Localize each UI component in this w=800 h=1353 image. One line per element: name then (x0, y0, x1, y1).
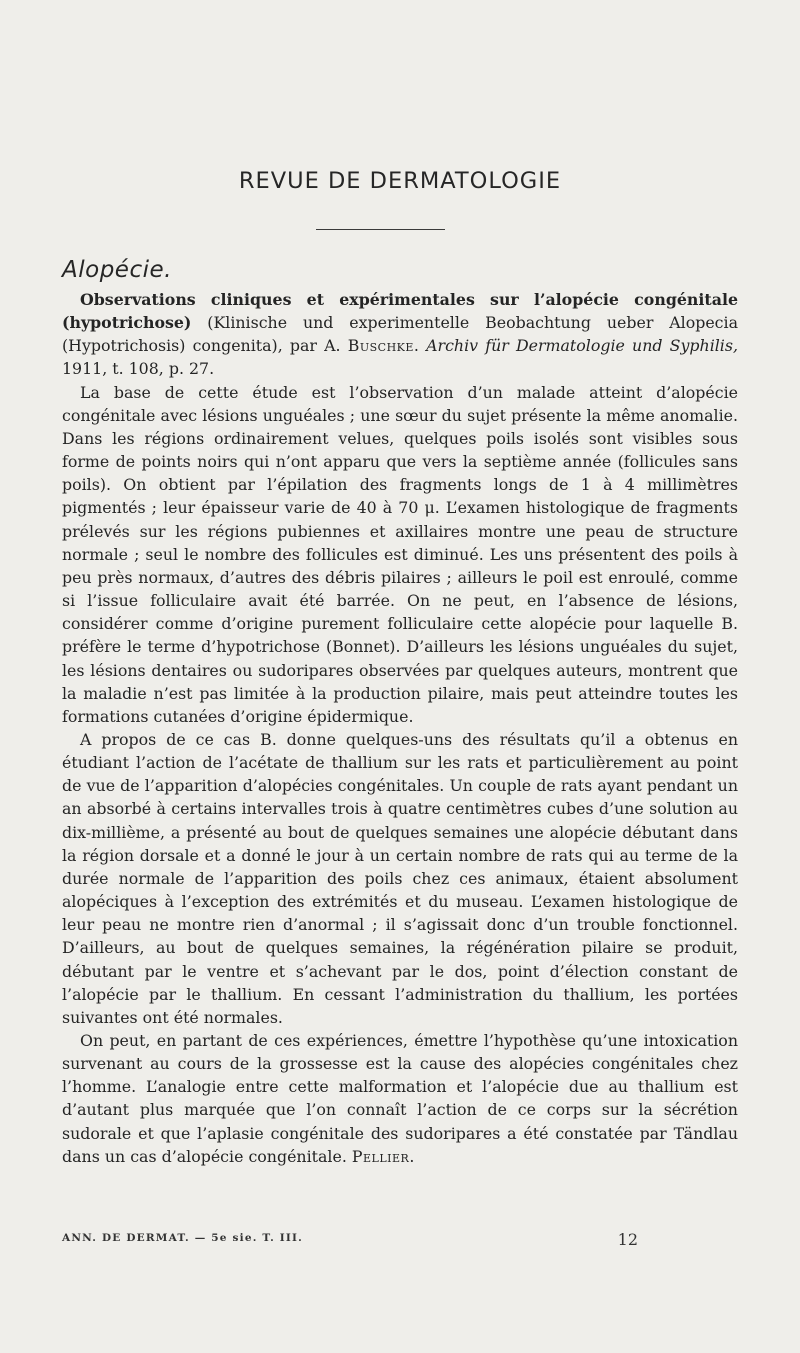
article-journal: Archiv für Dermatologie und Syphilis, (426, 336, 738, 356)
section-heading: Alopécie. (62, 257, 172, 283)
article-header: Observations cliniques et expérimentales sur l’alopécie congénitale (hypotrichose) (Klinische und experimentelle Beobachtung ueber Alopecia (Hypotrichosis) congenita), par A. Buschke. Archiv für Dermatologie und Syphilis, 1911, t. 108, p. 27. (62, 290, 739, 379)
paragraph-1: La base de cette étude est l’observation d’un malade atteint d’alopécie congénitale avec lésions unguéales ; une sœur du sujet présente la même anomalie. Dans les régions ordinairement velues, quelques poils isolés sont visibles sous forme de points noirs qui n’ont apparu que vers la septième année (follicules sans poils). On obtient par l’épilation des fragments longs de 1 à 4 millimètres pigmentés ; leur épaisseur varie de 40 à 70 μ. L’examen histologique de fragments prélevés sur les régions pubiennes et axillaires montre une peau de structure normale ; seul le nombre des follicules est diminué. Les uns présentent des poils à peu près normaux, d’autres des débris pilaires ; ailleurs le poil est enroulé, comme si l’issue folliculaire avait été barrée. On ne peut, en l’absence de lésions, considérer comme d’origine purement folliculaire cette alopécie pour laquelle B. préfère le terme d’hypotrichose (Bonnet). D’ailleurs les lésions unguéales du sujet, les lésions dentaires ou sudoripares observées par quelques auteurs, montrent que la maladie n’est pas limitée à la production pilaire, mais peut atteindre toutes les formations cutanées d’origine épidermique. (62, 382, 738, 726)
article-german-title: (Klinische und experimentelle Beobachtung ueber Alopecia (Hypotrichosis) congenita), par A. (62, 313, 739, 356)
paragraph-3 (62, 1029, 738, 1168)
signature: Pellier. (351, 1146, 415, 1166)
paragraph-2: A propos de ce cas B. donne quelques-uns des résultats qu’il a obtenus en étudiant l’action de l’acétate de thallium sur les rats et particulièrement au point de vue de l’apparition d’alopécies congénitales. Un couple de rats ayant pendant un an absorbé à certains intervalles trois à quatre centimètres cubes d’une solution au dix-millième, a présenté au bout de quelques semaines une alopécie débutant dans la région dorsale et a donné le jour à un certain nombre de rats qui au terme de la durée normale de l’apparition des poils chez ces animaux, étaient absolument alopéciques à l’exception des extrémités et du museau. L’examen histologique de leur peau ne montre rien d’anormal ; il s’agissait donc d’un trouble fonctionnel. D’ailleurs, au bout de quelques semaines, la régénération pilaire se produit, débutant par le ventre et s’achevant par le dos, point d’élection constant de l’alopécie par le thallium. En cessant l’administration du thallium, les portées suivantes ont été normales. (62, 729, 738, 1027)
article-author: Buschke (347, 336, 414, 356)
running-title: REVUE DE DERMATOLOGIE (238, 168, 562, 194)
article-citation: 1911, t. 108, p. 27. (62, 359, 215, 379)
page-number: 12 (617, 1230, 638, 1249)
paragraph-3-text: On peut, en partant de ces expériences, émettre l’hypothèse qu’une intoxication survenant au cours de la grossesse est la cause des alopécies congénitales chez l’homme. L’analogie entre cette malformation et l’alopécie due au thallium est d’autant plus marquée que l’on connaît l’action de ce corps sur la sécrétion sudorale et que l’aplasie congénitale des sudoripares a été constatée par Tändlau dans un cas d’alopécie congénitale. (62, 1031, 738, 1166)
article-title: Observations cliniques et expérimentales sur l’alopécie congénitale (hypotrichose) (62, 290, 738, 333)
article-body (62, 288, 738, 1168)
page-footer (62, 1230, 738, 1252)
footer-journal-reference: ANN. DE DERMAT. — 5e sie. T. III. (62, 1232, 303, 1244)
title-rule (316, 229, 445, 230)
